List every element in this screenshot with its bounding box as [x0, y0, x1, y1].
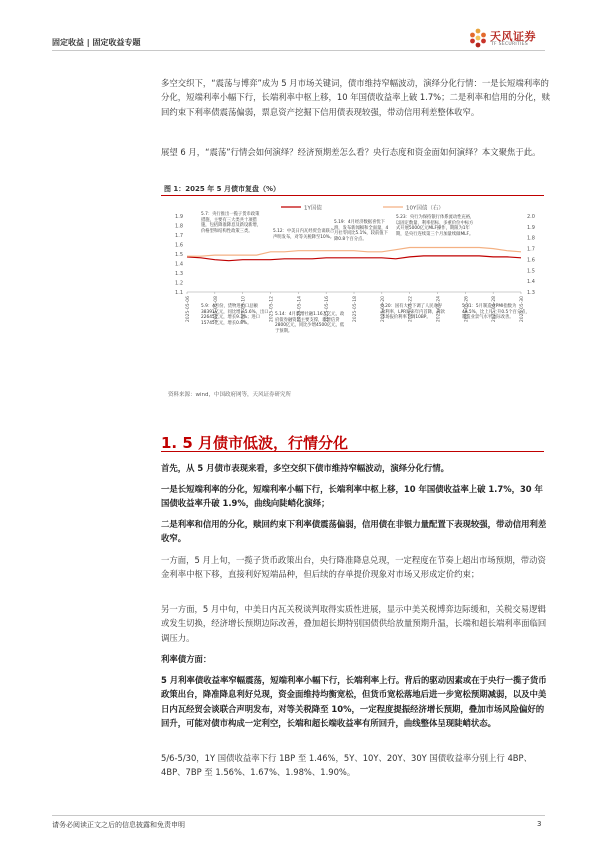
footer-disclaimer: 请务必阅读正文之后的信息披露和免责申明: [52, 821, 185, 829]
annotation-may20: 5.20：国有大行下调了人民币存款利率，LPR迎来年内首降，贷款市场报价利率下调10BP。: [381, 304, 445, 321]
right-y-tick-label: 2.0: [527, 214, 535, 220]
x-tick-label: 2025-05-20: [380, 296, 386, 323]
legend-10y-label: 10Y国债（右）: [406, 205, 444, 212]
left-y-tick-label: 1.6: [175, 242, 183, 249]
annotation-may7: 5.7：央行推出一揽子货币政策措施，主要有三大类共十项措施，包括降准降息及新设新增，价格型和结构性政策三类。: [201, 212, 262, 234]
annotation-may9: 5.9：4月份，货物进出口总额38391亿元，同比增长5.6%，出口22645亿元，增长9.3%；进口15745亿元，增长0.8%。: [201, 304, 269, 326]
right-y-tick-label: 1.8: [527, 235, 535, 242]
x-tick-label: 2025-05-22: [408, 296, 414, 323]
x-tick-label: 2025-05-16: [325, 296, 331, 323]
logo-text-cn: 天风证券: [490, 30, 536, 43]
brand-logo: [468, 27, 548, 51]
rate-bonds-paragraph: 5 月利率债收益率窄幅震荡，短端利率小幅下行，长端利率上行。背后的驱动因素或在于央行一揽子货币政策出台，降准降息利好兑现，资金面维持均衡宽松，但货币宽松落地后进一步宽松预期减弱，以及中美日内瓦经贸会谈联合声明发布，对等关税降至 10%，一定程度提振经济增长预期，叠加市场风险偏好的回升，可能对债市构成一定利空，长端和超长端收益率有所回升，曲线整体呈现陡峭状态。: [161, 675, 547, 729]
series-10y-line: [187, 248, 521, 257]
x-tick-label: 2025-05-26: [464, 296, 470, 323]
rate-bonds-heading: 利率债方面：: [161, 654, 212, 664]
annotation-may19: 5.19：4月经济数据喜忧下滑，发布新闻稿和全面量，4月社零同比5.1%，较前值下降0.8个百分点。: [334, 220, 389, 242]
x-tick-label: 2025-05-12: [269, 296, 275, 323]
left-y-tick-label: 1.8: [175, 223, 183, 230]
logo-text-en: TF SECURITIES: [491, 42, 529, 47]
x-tick-label: 2025-05-24: [436, 296, 442, 323]
chart-legend: [281, 204, 444, 212]
right-y-tick-label: 1.7: [527, 246, 535, 253]
annotation-may31: 5.31：5月制造业PMI指数为49.5%，比上月上升0.5个百分点，制造业景气水平边际改善。: [462, 304, 530, 321]
figure-source: 资料来源：wind，中国政府网等，天风证券研究所: [168, 392, 292, 398]
intro-paragraph-2: 展望 6 月，“震荡”行情会如何演绎？经济预期差怎么看？央行态度和资金面如何演绎？本文聚焦于此。: [161, 147, 541, 157]
left-y-tick-label: 1.1: [175, 290, 183, 296]
annotation-may23: 5.23：央行为保持银行体系流动性充裕，以固定数量、利率招标、多重价位中标方式开展5000亿元MLF操作，期限为1年期，是央行连续第三个月加量续做MLF。: [396, 215, 475, 237]
page-number: 3: [537, 820, 542, 828]
x-tick-label: 2025-05-18: [353, 296, 358, 323]
section-bold-paragraph-2: 二是利率和信用的分化，赎回约束下利率债震荡偏弱，信用债在非银力量配置下表现较强，带动信用利差收窄。: [161, 519, 547, 544]
legend-1y-label: 1Y国债: [304, 205, 322, 212]
left-y-tick-label: 1.2: [175, 280, 183, 287]
tf-logo-icon: [468, 27, 488, 49]
x-tick-label: 2025-05-08: [213, 296, 219, 323]
right-y-tick-label: 1.5: [527, 268, 535, 275]
x-tick-label: 2025-05-30: [520, 296, 525, 323]
annotation-may14: 5.14：4月新增社融1.16万亿元，政府债券融资是主要支撑，新增信贷2800亿元，同比少增4500亿元，低于预期。: [275, 312, 345, 334]
right-y-tick-label: 1.4: [527, 279, 535, 286]
intro-paragraph-1: 多空交织下，“震荡与博弈”成为 5 月市场关键词，债市维持窄幅波动，演绎分化行情：一是长短端利率的分化，短端利率小幅下行，长端利率中枢上移，10 年国债收益率上破 1.7%；二是利率和信用的分化，赎回约束下利率债震荡偏弱，票息资产挖掘下信用债表现较强，带动信用利差整体收窄。: [161, 78, 551, 117]
x-tick-label: 2025-05-06: [186, 296, 191, 323]
figure-title: 图 1：2025 年 5 月债市复盘（%）: [164, 185, 280, 193]
left-y-tick-label: 1.4: [175, 261, 183, 268]
x-tick-label: 2025-05-14: [297, 296, 303, 323]
section-title: 1. 5 月债市低波，行情分化: [161, 434, 349, 452]
left-y-tick-label: 1.7: [175, 233, 183, 239]
annotation-may12: 5.12：中美日内瓦经贸会谈联合声明发布，对等关税降至10%。: [273, 229, 335, 240]
section-title-divider: [161, 451, 544, 452]
yield-change-paragraph: 5/6-5/30，1Y 国债收益率下行 1BP 至 1.46%，5Y、10Y、20Y、30Y 国债收益率分别上行 4BP、4BP、7BP 至 1.56%、1.67%、1.98%、1.90%。: [161, 753, 532, 778]
left-y-tick-label: 1.3: [175, 271, 183, 277]
series-1y-line: [187, 256, 521, 261]
footer-divider: [52, 815, 545, 816]
left-y-tick-label: 1.5: [175, 252, 183, 258]
section-lead-paragraph: 首先，从 5 月债市表现来看，多空交织下债市维持窄幅波动，演绎分化行情。: [161, 463, 450, 473]
right-y-tick-label: 1.9: [527, 224, 535, 231]
header-section-label: 固定收益 | 固定收益专题: [52, 38, 141, 47]
left-y-tick-label: 1.9: [175, 214, 183, 220]
section-paragraph-3: 一方面，5 月上旬，一揽子货币政策出台，央行降准降息兑现，一定程度在节奏上超出市场预期，带动资金利率中枢下移，直接利好短端品种，但后续的存单提价现象对市场又形成定价约束；: [161, 555, 546, 580]
right-y-tick-label: 1.3: [527, 290, 535, 296]
section-bold-paragraph-1: 一是长短端利率的分化，短端利率小幅下行，长端利率中枢上移，10 年国债收益率上破 1.7%，30 年国债收益率升破 1.9%，曲线向陡峭化演绎；: [161, 484, 543, 509]
right-y-tick-label: 1.6: [527, 257, 535, 264]
x-tick-label: 2025-05-10: [241, 296, 247, 323]
section-paragraph-4: 另一方面，5 月中旬，中美日内瓦关税谈判取得实质性进展，显示中美关税博弈边际缓和，关税交易逻辑或发生切换，经济增长预期边际改善，叠加超长期特别国债供给放量预期升温，长端和超长端利率面临回调压力。: [161, 604, 547, 643]
x-tick-label: 2025-05-28: [492, 296, 498, 323]
